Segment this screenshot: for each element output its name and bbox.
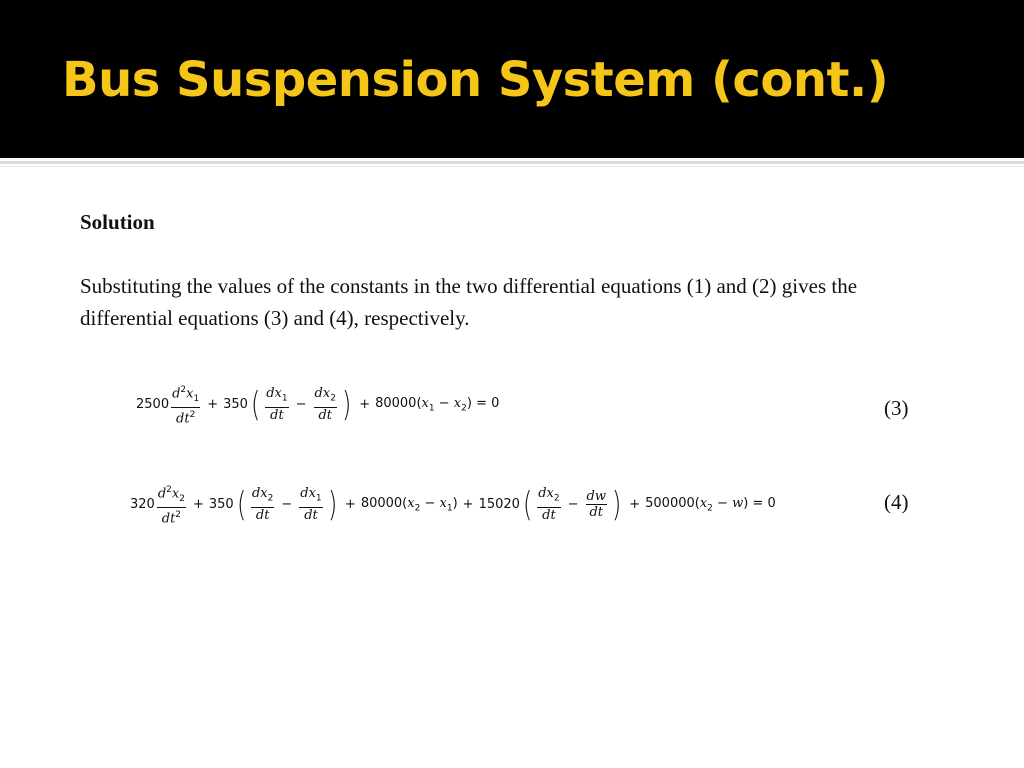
equation-4-number: (4) bbox=[884, 490, 909, 514]
title-bar bbox=[0, 0, 1024, 158]
section-heading: Solution bbox=[80, 210, 155, 234]
title-divider-thin bbox=[0, 166, 1024, 167]
body-paragraph: Substituting the values of the constants in the two differential equations (1) and (2) gives the differential equations (3) and (4), respectively. bbox=[80, 274, 858, 330]
equation-3: 2500 $\frac{d^2x_1}{dt^2}$ + 350 ( $\frac{dx_1}{dt}$ − $\frac{dx_2}{dt}$ ) + $80000(x_1 - x_2) = 0$ bbox=[136, 384, 500, 427]
slide-title: Bus Suspension System (cont.) bbox=[62, 52, 889, 108]
title-divider bbox=[0, 161, 1024, 164]
equation-4: 320 $\frac{d^2x_2}{dt^2}$ + 350 ( $\frac{dx_2}{dt}$ − $\frac{dx_1}{dt}$ ) + $80000(x_2 - x_1)$ + 15020 ( $\frac{dx_2}{dt}$ − $\frac{dw}{dt}$ ) + $500000(x_2 - w) = 0$ bbox=[130, 484, 776, 527]
equation-3-number: (3) bbox=[884, 396, 909, 420]
